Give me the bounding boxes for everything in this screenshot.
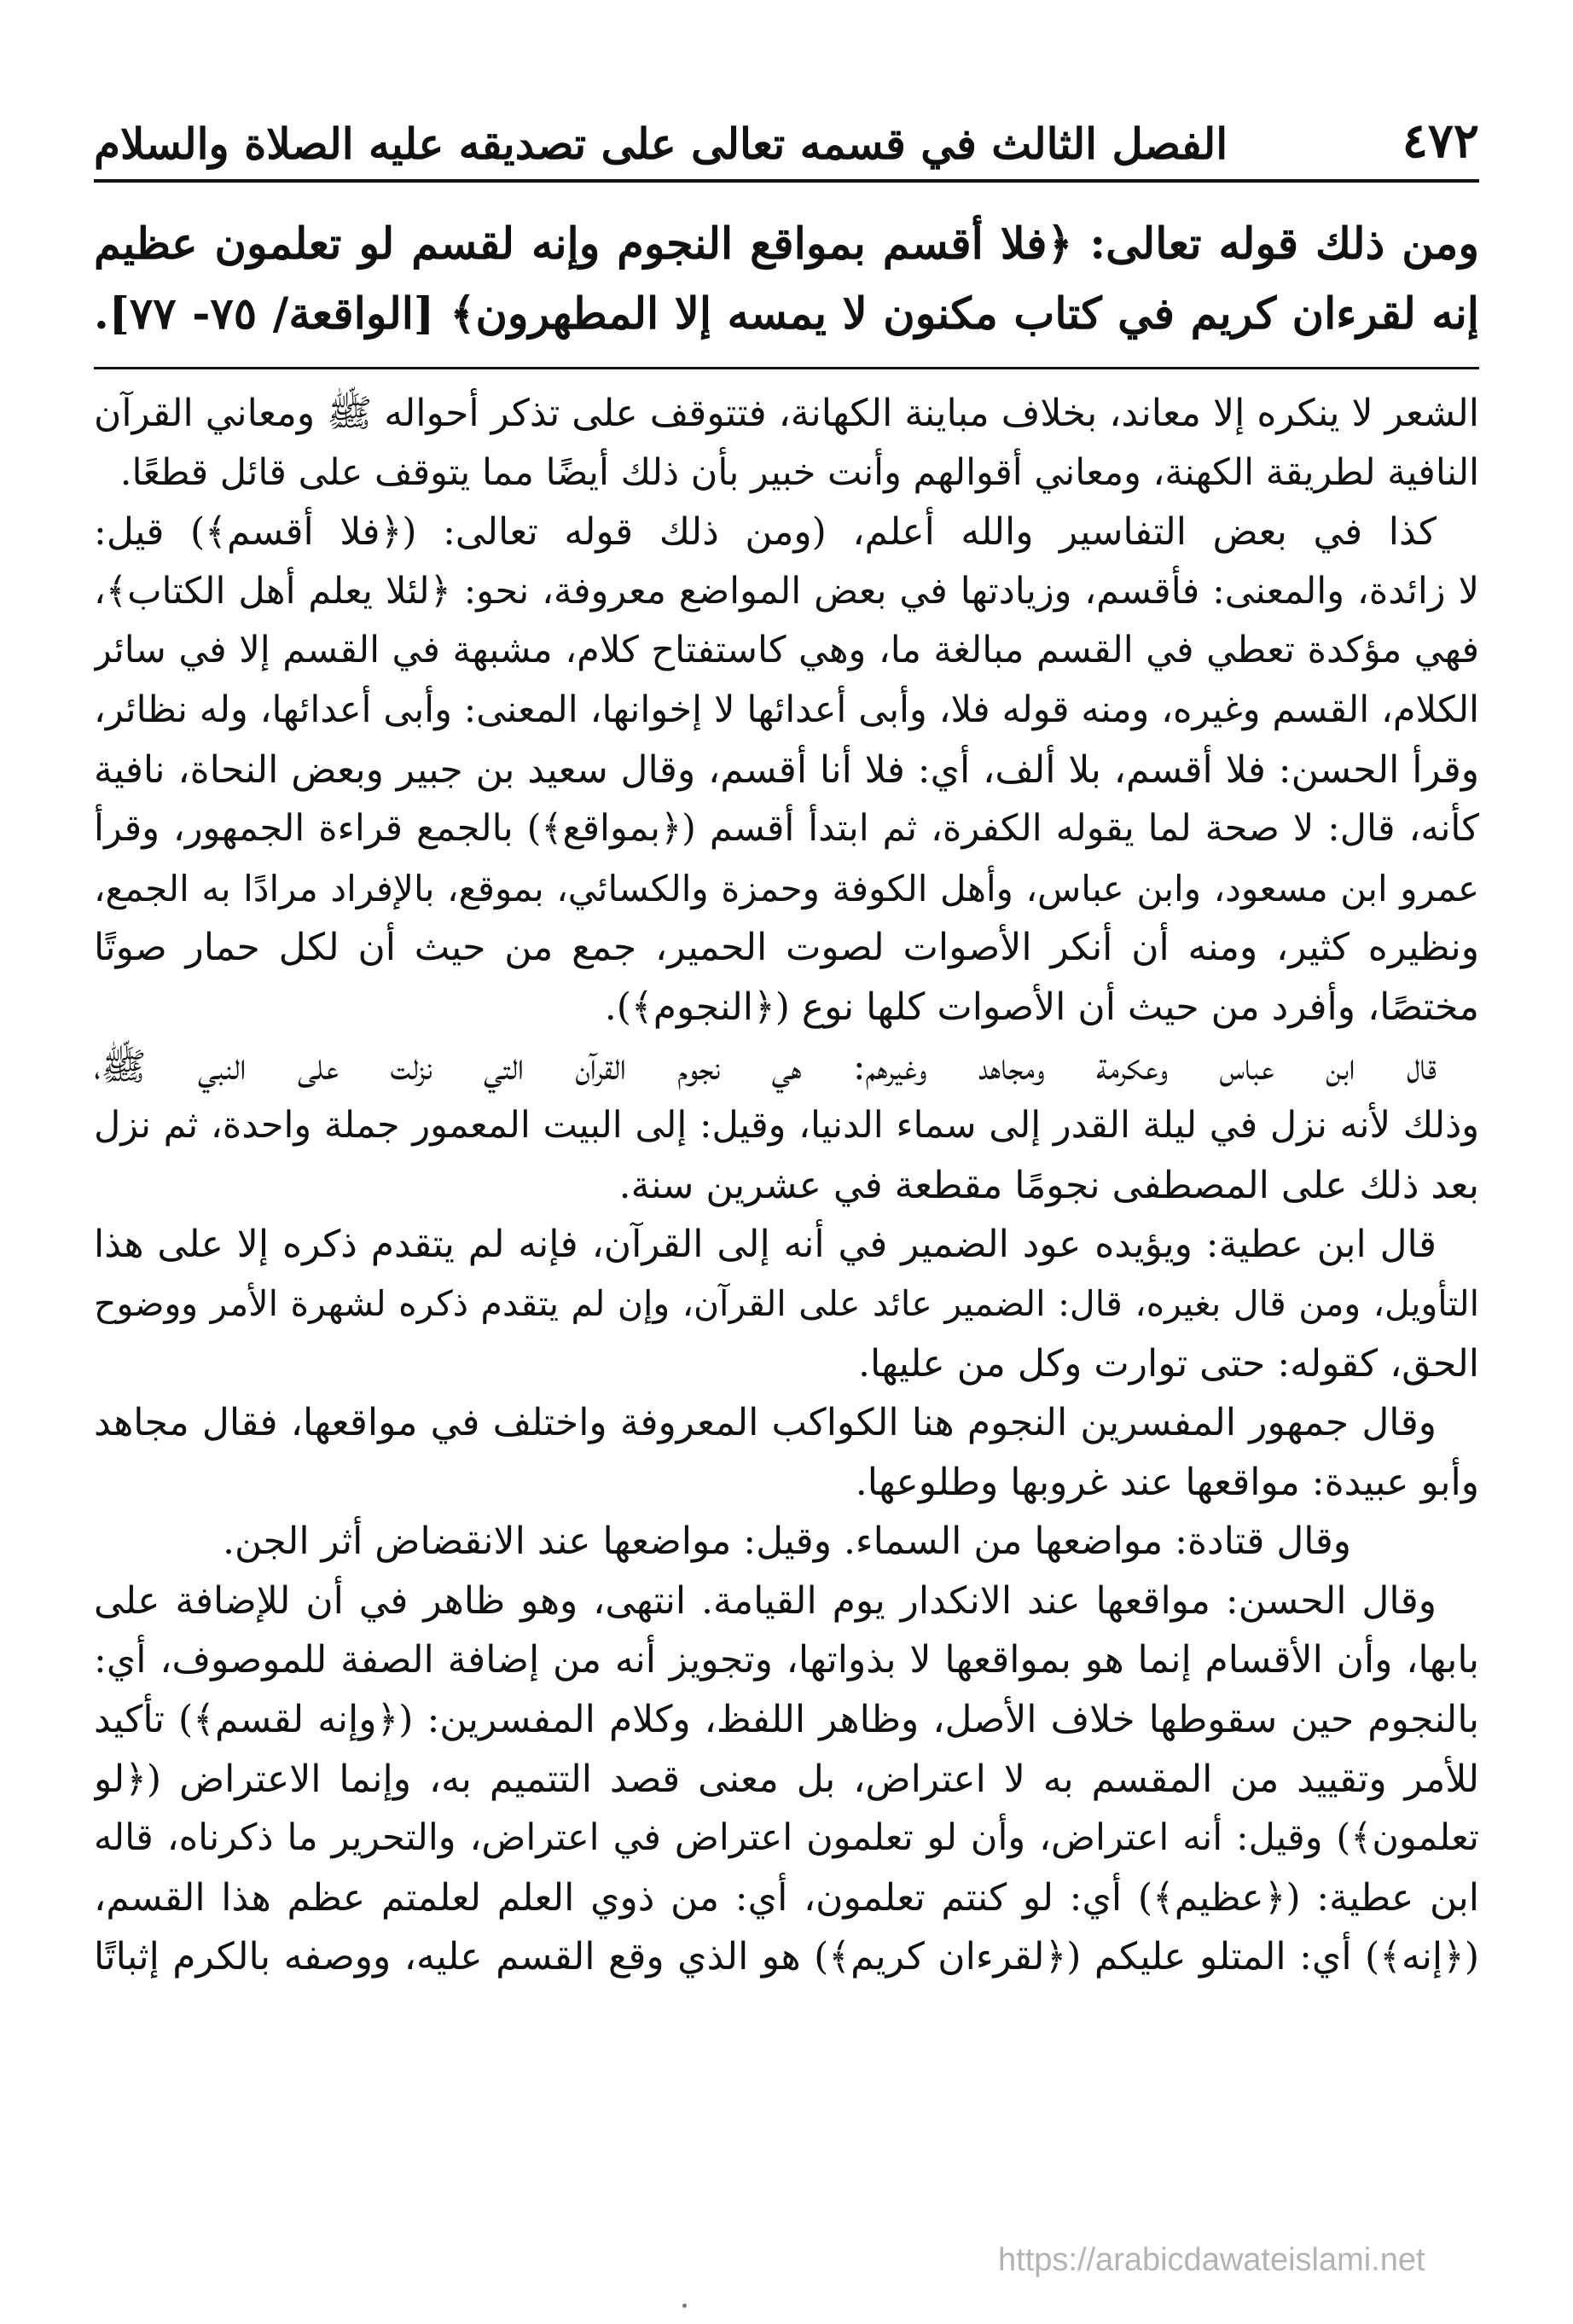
commentary-body bbox=[94, 384, 1479, 2244]
body-line: الشعر لا ينكره إلا معاند، بخلاف مباينة الكهانة، فتتوقف على تذكر أحواله ﷺ ومعاني القرآن bbox=[94, 392, 1479, 435]
body-line: قال ابن عباس وعكرمة ومجاهد وغيرهم: هي نجوم القرآن التي نزلت على النبي ﷺ، bbox=[94, 1044, 1437, 1089]
body-line: وقال قتادة: مواضعها من السماء. وقيل: مواضعها عند الانقضاض أثر الجن. bbox=[223, 1519, 1351, 1564]
body-line: الحق، كقوله: حتى توارت وكل من عليها. bbox=[858, 1341, 1479, 1386]
body-line: قال ابن عطية: ويؤيده عود الضمير في أنه إلى القرآن، فإنه لم يتقدم ذكره إلا على هذا bbox=[94, 1223, 1437, 1267]
body-line: كأنه، قال: لا صحة لما يقوله الكفرة، ثم ابتدأ أقسم (﴿بمواقع﴾) بالجمع قراءة الجمهور، وقرأ bbox=[94, 807, 1479, 851]
body-line: عمرو ابن مسعود، وابن عباس، وأهل الكوفة وحمزة والكسائي، بموقع، بالإفراد مرادًا به الجمع، bbox=[94, 867, 1479, 909]
body-line: التأويل، ومن قال بغيره، قال: الضمير عائد على القرآن، وإن لم يتقدم ذكره لشهرة الأمر ووضوح bbox=[94, 1282, 1479, 1324]
verse-line: إنه لقرءان كريم في كتاب مكنون لا يمسه إلا المطهرون﴾ [الواقعة/ ٧٥- ٧٧]. bbox=[94, 288, 1479, 340]
source-watermark: https://arabicdawateislami.net bbox=[998, 2242, 1425, 2278]
body-line: (﴿إنه﴾) أي: المتلو عليكم (﴿لقرءان كريم﴾) هو الذي وقع القسم عليه، ووصفه بالكرم إثباتًا bbox=[94, 1935, 1479, 1979]
header-rule bbox=[94, 179, 1479, 183]
body-line: ونظيره كثير، ومنه أن أنكر الأصوات لصوت الحمير، جمع من حيث أن لكل حمار صوتًا bbox=[94, 926, 1479, 970]
body-line: النافية لطريقة الكهنة، ومعاني أقوالهم وأنت خبير بأن ذلك أيضًا مما يتوقف على قائل قطعًا. bbox=[119, 450, 1479, 494]
body-line: وقال جمهور المفسرين النجوم هنا الكواكب المعروفة واختلف في مواقعها، فقال مجاهد bbox=[94, 1401, 1437, 1445]
body-line: بعد ذلك على المصطفى نجومًا مقطعة في عشرين سنة. bbox=[618, 1163, 1479, 1207]
body-line: وقال الحسن: مواقعها عند الانكدار يوم القيامة. انتهى، وهو ظاهر في أن للإضافة على bbox=[94, 1578, 1437, 1623]
body-line: لا زائدة، والمعنى: فأقسم، وزيادتها في بعض المواضع معروفة، نحو: ﴿لئلا يعلم أهل الكتاب﴾، bbox=[94, 569, 1479, 613]
running-title: الفصل الثالث في قسمه تعالى على تصديقه عليه الصلاة والسلام bbox=[94, 119, 1228, 169]
verse-separator-rule bbox=[94, 367, 1479, 369]
body-line: للأمر وتقييد من المقسم به لا اعتراض، بل معنى قصد التتميم به، وإنما الاعتراض (﴿لو bbox=[94, 1757, 1479, 1801]
body-line: تعلمون﴾) وقيل: أنه اعتراض، وأن لو تعلمون اعتراض في اعتراض، والتحرير ما ذكرناه، قاله bbox=[94, 1816, 1479, 1860]
page-number: ٤٧٢ bbox=[1402, 113, 1479, 169]
body-line: مختصًا، وأفرد من حيث أن الأصوات كلها نوع (﴿النجوم﴾). bbox=[604, 985, 1479, 1029]
page-header bbox=[94, 109, 1479, 169]
body-line: الكلام، القسم وغيره، ومنه قوله فلا، وأبى أعدائها لا إخوانها، المعنى: وأبى أعدائها، وله نظائر، bbox=[94, 688, 1479, 731]
body-line: فهي مؤكدة تعطي في القسم مبالغة ما، وهي كاستفتاح كلام، مشبهة في القسم إلا في سائر bbox=[94, 629, 1479, 672]
scan-speck bbox=[682, 2304, 687, 2308]
body-line: وأبو عبيدة: مواقعها عند غروبها وطلوعها. bbox=[855, 1460, 1479, 1504]
body-line: بابها، وأن الأقسام إنما هو بمواقعها لا بذواتها، وتجويز أنه من إضافة الصفة للموصوف، أي: bbox=[94, 1638, 1479, 1682]
body-line: وقرأ الحسن: فلا أقسم، بلا ألف، أي: فلا أنا أقسم، وقال سعيد بن جبير وبعض النحاة، نافية bbox=[94, 747, 1479, 792]
body-line: كذا في بعض التفاسير والله أعلم، (ومن ذلك قوله تعالى: (﴿فلا أقسم﴾) قيل: bbox=[94, 510, 1437, 555]
body-line: بالنجوم حين سقوطها خلاف الأصل، وظاهر اللفظ، وكلام المفسرين: (﴿وإنه لقسم﴾) تأكيد bbox=[94, 1698, 1479, 1742]
quran-verse-block bbox=[94, 209, 1479, 354]
body-line: ابن عطية: (﴿عظيم﴾) أي: لو كنتم تعلمون، أي: من ذوي العلم لعلمتم عظم هذا القسم، bbox=[94, 1875, 1479, 1920]
verse-line: ومن ذلك قوله تعالى: ﴿فلا أقسم بمواقع النجوم وإنه لقسم لو تعلمون عظيم bbox=[94, 218, 1479, 270]
body-line: وذلك لأنه نزل في ليلة القدر إلى سماء الدنيا، وقيل: إلى البيت المعمور جملة واحدة، ثم نزل bbox=[94, 1104, 1479, 1147]
